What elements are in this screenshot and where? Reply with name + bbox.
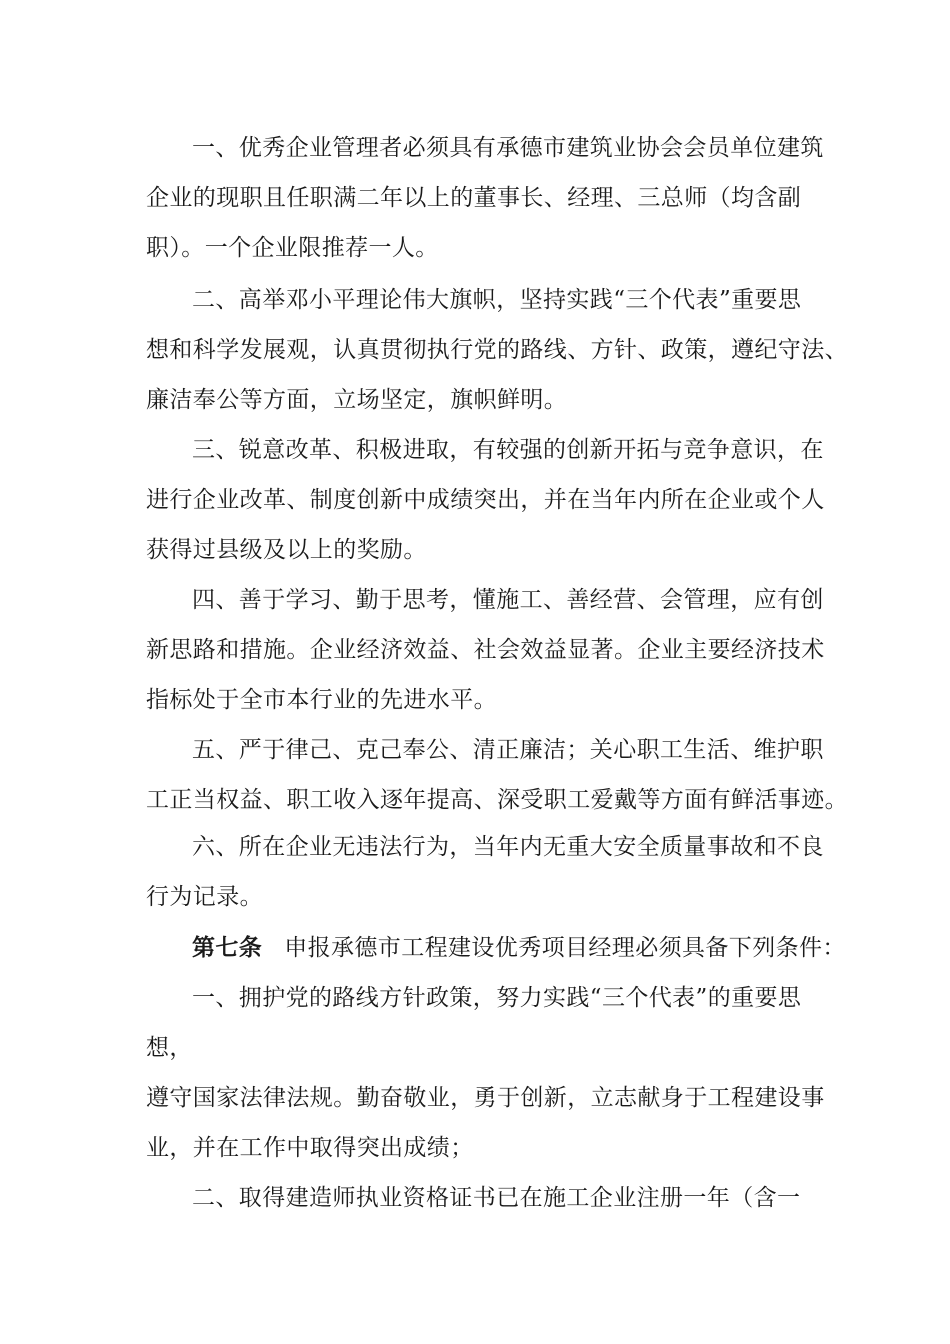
paragraph-line: 工正当权益、职工收入逐年提高、深受职工爱戴等方面有鲜活事迹。 — [146, 787, 848, 813]
paragraph-line: 一、拥护党的路线方针政策，努力实践“三个代表”的重要思 — [192, 985, 802, 1011]
paragraph-line: 五、严于律己、克己奉公、清正廉洁；关心职工生活、维护职 — [192, 737, 824, 763]
paragraph-line: 进行企业改革、制度创新中成绩突出，并在当年内所在企业或个人 — [146, 487, 825, 513]
article-text: 申报承德市工程建设优秀项目经理必须具备下列条件： — [284, 935, 846, 961]
paragraph-line: 新思路和措施。企业经济效益、社会效益显著。企业主要经济技术 — [146, 637, 825, 663]
paragraph-line: 企业的现职且任职满二年以上的董事长、经理、三总师（均含副 — [146, 185, 802, 211]
paragraph-line: 三、锐意改革、积极进取，有较强的创新开拓与竞争意识，在 — [192, 437, 824, 463]
paragraph-line: 想， — [146, 1035, 193, 1061]
paragraph-line: 二、取得建造师执业资格证书已在施工企业注册一年（含一 — [192, 1185, 801, 1211]
paragraph-line: 六、所在企业无违法行为，当年内无重大安全质量事故和不良 — [192, 834, 824, 860]
article-label: 第七条 — [192, 934, 263, 961]
article-heading-line — [192, 933, 846, 963]
paragraph-line: 行为记录。 — [146, 884, 263, 910]
paragraph-line: 一、优秀企业管理者必须具有承德市建筑业协会会员单位建筑 — [192, 135, 824, 161]
paragraph-line: 四、善于学习、勤于思考，懂施工、善经营、会管理，应有创 — [192, 587, 824, 613]
paragraph-line: 指标处于全市本行业的先进水平。 — [146, 687, 497, 713]
paragraph-line: 廉洁奉公等方面，立场坚定，旗帜鲜明。 — [146, 387, 568, 413]
paragraph-line: 想和科学发展观，认真贯彻执行党的路线、方针、政策，遵纪守法、 — [146, 337, 848, 363]
paragraph-line: 二、高举邓小平理论伟大旗帜，坚持实践“三个代表”重要思 — [192, 287, 802, 313]
paragraph-line: 获得过县级及以上的奖励。 — [146, 537, 427, 563]
paragraph-line: 遵守国家法律法规。勤奋敬业，勇于创新，立志献身于工程建设事 — [146, 1085, 825, 1111]
paragraph-line: 职）。一个企业限推荐一人。 — [146, 235, 439, 261]
paragraph-line: 业，并在工作中取得突出成绩； — [146, 1135, 474, 1161]
